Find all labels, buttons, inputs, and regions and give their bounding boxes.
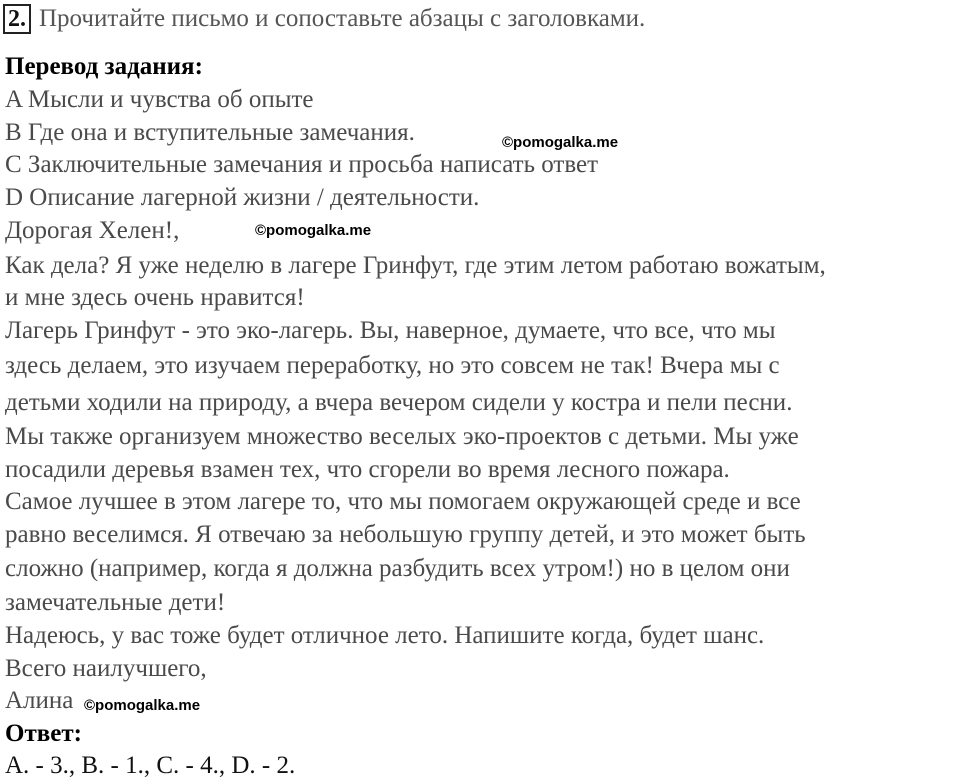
watermark: ©pomogalka.me xyxy=(84,697,201,714)
letter-line: детьми ходили на природу, а вчера вечером сидели у костра и пели песни. xyxy=(5,389,793,416)
letter-line: Лагерь Гринфут - это эко-лагерь. Вы, наверное, думаете, что все, что мы xyxy=(5,317,776,344)
heading-b: B Где она и вступительные замечания. xyxy=(5,119,415,146)
answer-text: A. - 3., B. - 1., C. - 4., D. - 2. xyxy=(5,752,296,779)
heading-a: A Мысли и чувства об опыте xyxy=(5,86,314,113)
letter-closing: Всего наилучшего, xyxy=(5,655,207,682)
letter-line: сложно (например, когда я должна разбудить всех утром!) но в целом они xyxy=(5,555,790,582)
watermark: ©pomogalka.me xyxy=(255,222,372,239)
answer-heading: Ответ: xyxy=(5,720,82,747)
letter-line: и мне здесь очень нравится! xyxy=(5,284,305,311)
letter-line: Самое лучшее в этом лагере то, что мы помогаем окружающей среде и все xyxy=(5,488,801,515)
letter-line: равно веселимся. Я отвечаю за небольшую группу детей, и это может быть xyxy=(5,521,806,548)
task-instruction: Прочитайте письмо и сопоставьте абзацы с заголовками. xyxy=(39,5,646,32)
task-header xyxy=(3,4,645,34)
letter-line: Мы также организуем множество веселых эко-проектов с детьми. Мы уже xyxy=(5,423,799,450)
letter-line: посадили деревья взамен тех, что сгорели во время лесного пожара. xyxy=(5,456,730,483)
letter-signature: Алина xyxy=(5,687,74,714)
heading-d: D Описание лагерной жизни / деятельности. xyxy=(5,184,480,211)
translation-heading: Перевод задания: xyxy=(5,53,203,80)
letter-line: замечательные дети! xyxy=(5,589,226,616)
heading-c: C Заключительные замечания и просьба написать ответ xyxy=(5,151,599,178)
letter-line: здесь делаем, это изучаем переработку, но это совсем не так! Вчера мы с xyxy=(5,352,780,379)
letter-line: Как дела? Я уже неделю в лагере Гринфут, где этим летом работаю вожатым, xyxy=(5,252,826,279)
letter-line: Надеюсь, у вас тоже будет отличное лето. Напишите когда, будет шанс. xyxy=(5,622,765,649)
letter-greeting: Дорогая Хелен!, xyxy=(5,217,180,244)
watermark: ©pomogalka.me xyxy=(502,134,619,151)
task-number: 2. xyxy=(3,4,31,34)
